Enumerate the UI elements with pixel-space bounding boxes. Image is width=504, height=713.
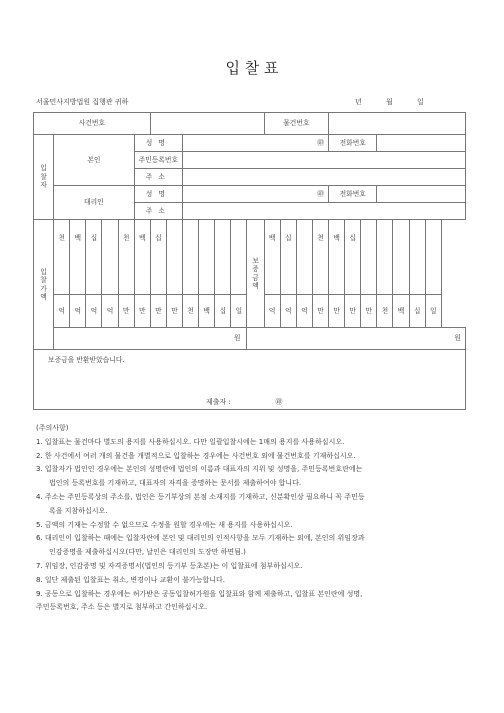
note-line: 인감증명을 제출하십시오(다만, 날인은 대리인의 도장만 하면됨.) [49,548,246,557]
bid-digit-head: 백 [70,220,86,295]
bid-digit-unit[interactable]: 억 [86,295,102,328]
date-month: 월 [386,98,393,106]
note-line: 5. 금액의 기재는 수정할 수 없으므로 수정을 원할 경우에는 새 용지를 사용하십시오. [36,520,293,529]
dep-digit-unit[interactable]: 일 [425,295,441,328]
note-line: 4. 주소는 주민등록상의 주소를, 법인은 등기부상의 본점 소재지를 기재하고, 신분확인상 필요하니 꼭 주민등 [36,492,365,501]
dep-digit-unit[interactable]: 만 [312,295,328,328]
bidder-label: 입 찰 자 [34,135,54,220]
principal-name-field[interactable] [183,135,329,152]
dep-digit-unit[interactable]: 십 [409,295,425,328]
principal-address-field[interactable] [183,169,466,186]
bid-digit-head [183,220,199,295]
bid-digit-unit[interactable]: 만 [118,295,134,328]
dep-digit-head [393,220,409,295]
dep-digit-unit[interactable]: 백 [393,295,409,328]
bid-digit-unit[interactable]: 일 [231,295,247,328]
bid-digit-head: 천 [118,220,134,295]
bid-digit-unit[interactable]: 만 [166,295,182,328]
case-number-field[interactable] [150,113,264,135]
dep-digit-unit[interactable]: 억 [296,295,312,328]
dep-digit-unit[interactable]: 천 [377,295,393,328]
dep-digit-unit[interactable]: 억 [264,295,280,328]
bid-amount-won: 원 [54,328,247,350]
court-addressee: 서울민사지방법원 집행관 귀하 [36,98,129,106]
agent-phone-field[interactable] [377,186,466,203]
note-line: 8. 일단 제출된 입찰표는 취소, 변경이나 교환이 불가능합니다. [36,575,225,584]
dep-digit-head: 십 [280,220,296,295]
principal-reg-field[interactable] [183,152,466,169]
note-line: 법인의 등록번호를 기재하고, 대표자의 자격을 증명하는 문서를 제출하여야 합니다. [49,479,302,488]
deposit-amount-won: 원 [247,328,466,350]
seal-icon: ㊞ [317,189,325,198]
form-title: 입 찰 표 [225,59,279,77]
submitter-line [206,397,282,407]
dep-digit-head: 십 [345,220,361,295]
note-line: 2. 한 사건에서 여러 개의 물건을 개별적으로 입찰하는 경우에는 사건번호 외에 물건번호를 기재하십시오. [36,451,356,460]
agent-label: 대리인 [54,186,135,220]
date-year: 년 [355,98,362,106]
dep-digit-unit[interactable]: 만 [329,295,345,328]
principal-reg-label: 주민등록번호 [134,152,182,169]
date-day: 일 [417,98,424,106]
dep-digit-head: 천 [312,220,328,295]
bid-digit-unit[interactable]: 억 [70,295,86,328]
agent-address-label: 주소 [134,203,182,220]
bid-digit-head: 십 [150,220,166,295]
note-line: 7. 위임장, 인감증명 및 자격증명서(법인의 등기부 등초본)는 이 입찰표에 첨부하십시오. [36,561,303,570]
bid-digit-unit[interactable]: 억 [102,295,118,328]
deposit-returned-text: 보증금을 반환받았습니다. [48,356,125,364]
bid-digit-unit[interactable]: 십 [215,295,231,328]
dep-digit-head [296,220,312,295]
note-line: 주민등록번호, 주소 등은 별지로 첨부하고 간인하십시오. [36,603,208,612]
bid-amount-label: 입 찰 가 액 [34,220,54,350]
notes-section [36,422,468,615]
case-number-label: 사건번호 [34,113,151,135]
item-number-label: 물건번호 [264,113,328,135]
bid-digit-head [166,220,182,295]
principal-name-label: 성명 [134,135,182,152]
note-line: 1. 입찰표는 물건마다 별도의 용지를 사용하십시오. 다만 일괄입찰시에는 1매의 용지를 사용하십시오. [36,437,345,446]
dep-digit-unit[interactable]: 만 [361,295,377,328]
seal-icon: ㊞ [317,138,325,147]
dep-digit-unit[interactable]: 억 [280,295,296,328]
bid-digit-unit[interactable]: 만 [150,295,166,328]
date-line [355,97,446,107]
notes-title: (주의사항) [36,424,69,432]
bid-digit-unit[interactable]: 백 [199,295,215,328]
dep-digit-head: 백 [264,220,280,295]
dep-digit-head [361,220,377,295]
note-line: 3. 입찰자가 법인인 경우에는 본인의 성명란에 법인의 이름과 대표자의 지위 및 성명을, 주민등록번호란에는 [36,465,363,474]
note-line: 9. 공동으로 입찰하는 경우에는 허가받은 공동입찰허가원을 입찰표와 함께 제출하고, 입찰표 본인란에 성명, [36,589,363,598]
agent-name-field[interactable] [183,186,329,203]
dep-digit-unit[interactable]: 만 [345,295,361,328]
dep-digit-head [425,220,441,295]
bid-digit-head: 십 [86,220,102,295]
item-number-field[interactable] [329,113,466,135]
submitter-label: 제출자 : [206,398,231,406]
bid-digit-head [102,220,118,295]
bid-digit-head [199,220,215,295]
bid-digit-head [215,220,231,295]
seal-icon: ㊞ [275,398,283,406]
bid-form-table [33,112,466,410]
bid-digit-unit[interactable]: 억 [54,295,70,328]
dep-digit-head: 백 [329,220,345,295]
note-line: 6. 대리인이 입찰하는 때에는 입찰자란에 본인 및 대리인의 인적사항을 모두 기재하는 외에, 본인의 위임장과 [36,534,365,543]
dep-digit-head [377,220,393,295]
principal-address-label: 주소 [134,169,182,186]
principal-phone-label: 전화번호 [329,135,377,152]
bid-digit-unit[interactable]: 천 [183,295,199,328]
bid-digit-head [231,220,247,295]
bid-digit-head: 백 [134,220,150,295]
note-line: 록을 지참하십시오. [49,506,108,515]
agent-address-field[interactable] [183,203,466,220]
bid-digit-unit[interactable]: 만 [134,295,150,328]
deposit-amount-label: 보 증 금 액 [247,220,264,328]
agent-name-label: 성명 [134,186,182,203]
principal-label: 본인 [54,135,135,186]
agent-phone-label: 전화번호 [329,186,377,203]
dep-digit-head [409,220,425,295]
bid-digit-head: 천 [54,220,70,295]
principal-phone-field[interactable] [377,135,466,152]
